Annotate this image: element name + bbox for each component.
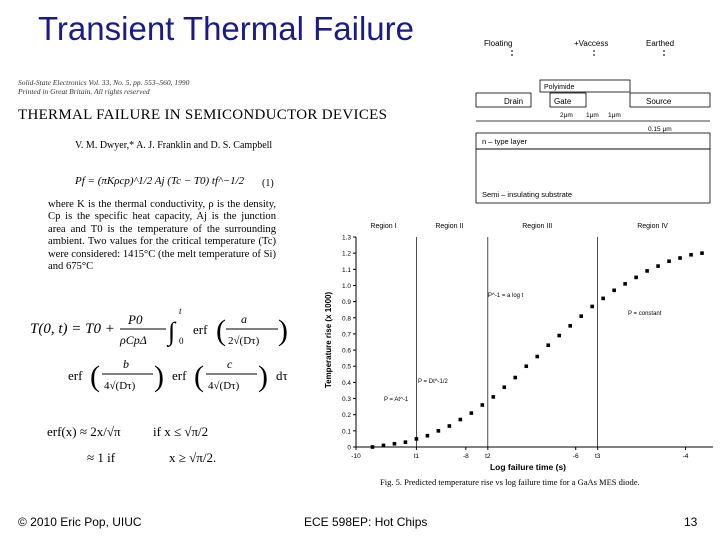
y-tick-label: 0.3 <box>341 396 351 404</box>
x-tick-label: t3 <box>594 453 601 460</box>
eq2-p0: P0 <box>128 312 143 327</box>
bracket-2: ) <box>278 314 288 347</box>
data-point <box>404 440 408 444</box>
citation-line-1: Solid-State Electronics Vol. 33, No. 5, pp. 553–560, 1990 <box>18 78 190 87</box>
chart-regions <box>370 223 668 447</box>
label-polyimide: Polyimide <box>544 84 575 91</box>
dim-2: 1μm <box>586 112 599 119</box>
eq2-erf-1: erf <box>193 322 208 337</box>
y-tick-label: 0.5 <box>341 363 351 371</box>
annotation-region-3: P^-1 = a log t <box>488 293 524 299</box>
integral-sign: ∫ <box>168 317 176 346</box>
label-vaccess: +Vaccess <box>574 39 609 48</box>
x-tick-label: -10 <box>351 453 361 460</box>
erf-approx-2-cond: x ≥ √π/2. <box>169 450 217 465</box>
eq2-denominator: ρCpΔ <box>120 333 147 347</box>
data-point <box>601 297 605 301</box>
eq2-lhs: T(0, t) = T0 + <box>30 321 115 337</box>
data-point <box>645 269 649 273</box>
data-point <box>678 256 682 260</box>
y-axis-label: Temperature rise (x 1000) <box>324 291 333 389</box>
y-tick-label: 1.2 <box>341 250 351 258</box>
y-tick-label: 1.0 <box>341 282 351 290</box>
region-label: Region IV <box>637 223 668 230</box>
y-tick-label: 1.3 <box>341 234 351 242</box>
label-depth: 0.15 μm <box>648 126 672 133</box>
eq2-erf-2: erf <box>68 368 83 383</box>
x-tick-label: -4 <box>682 453 689 460</box>
data-point <box>535 355 539 359</box>
erf-approx-2: ≈ 1 if <box>87 450 116 465</box>
bracket-6: ) <box>258 360 268 393</box>
slide-title: Transient Thermal Failure <box>38 10 414 47</box>
region-label: Region II <box>435 223 464 230</box>
dim-3: 1μm <box>608 112 621 119</box>
bracket-5: ( <box>194 360 204 393</box>
eq2-rad-a: 2√(Dτ) <box>228 335 260 347</box>
label-floating: Floating <box>484 39 513 48</box>
label-drain: Drain <box>504 97 524 106</box>
label-n-layer: n – type layer <box>482 137 528 146</box>
data-point <box>437 429 441 433</box>
annotation-region-2: P = Dt^-1/2 <box>418 379 448 385</box>
data-point <box>470 411 474 415</box>
eq2-lower-limit: 0 <box>179 336 184 346</box>
data-point <box>557 334 561 338</box>
eq2-erf-3: erf <box>172 368 187 383</box>
data-point <box>546 343 550 347</box>
region-label: Region III <box>522 223 553 230</box>
data-point <box>502 385 506 389</box>
footer-copyright: © 2010 Eric Pop, UIUC <box>18 515 142 529</box>
y-tick-label: 1.1 <box>341 266 351 274</box>
label-gate: Gate <box>554 97 572 106</box>
annotation-region-1: P = At^-1 <box>384 397 409 403</box>
y-tick-label: 0.8 <box>341 315 351 323</box>
dim-1: 2μm <box>560 112 573 119</box>
data-point <box>667 259 671 263</box>
data-point <box>393 442 397 446</box>
data-point <box>492 395 496 399</box>
label-earthed: Earthed <box>646 39 675 48</box>
region-label: Region I <box>370 223 397 230</box>
data-point <box>700 251 704 255</box>
data-point <box>612 289 616 293</box>
chart-axes <box>342 235 713 461</box>
data-point <box>371 445 375 449</box>
eq2-b: b <box>123 357 129 371</box>
y-tick-label: 0.4 <box>341 379 351 387</box>
data-point <box>634 276 638 280</box>
temperature-rise-chart <box>318 215 720 495</box>
data-point <box>426 434 430 438</box>
paper-title: THERMAL FAILURE IN SEMICONDUCTOR DEVICES <box>18 107 388 123</box>
y-tick-label: 0.1 <box>341 428 351 436</box>
chart-points <box>371 251 704 448</box>
bracket-4: ) <box>154 360 164 393</box>
eq2-dtau: dτ <box>276 368 288 383</box>
x-tick-label: -6 <box>572 453 579 460</box>
y-tick-label: 0.9 <box>341 299 351 307</box>
x-tick-label: t2 <box>485 453 491 460</box>
y-tick-label: 0.2 <box>341 412 351 420</box>
x-tick-label: t1 <box>413 453 420 460</box>
annotation-region-4: P = constant <box>628 311 662 317</box>
citation-line-2: Printed in Great Britain. All rights reserved <box>18 87 150 96</box>
label-substrate: Semi – insulating substrate <box>482 190 573 199</box>
data-point <box>415 437 419 441</box>
x-axis-label: Log failure time (s) <box>489 462 567 472</box>
erf-approx-1: erf(x) ≈ 2x/√π <box>47 424 121 439</box>
paper-authors: V. M. Dwyer,* A. J. Franklin and D. S. Campbell <box>75 140 273 151</box>
data-point <box>656 264 660 268</box>
bracket-3: ( <box>90 360 100 393</box>
footer-course: ECE 598EP: Hot Chips <box>304 515 428 529</box>
eq2-rad-b: 4√(Dτ) <box>104 380 136 392</box>
y-tick-label: 0.6 <box>341 347 351 355</box>
eq2-rad-c: 4√(Dτ) <box>208 380 240 392</box>
equation-1-number: (1) <box>262 178 274 189</box>
data-point <box>382 444 386 448</box>
equation-1: Pf = (πKρcp)^1/2 Aj (Tc − T0) tf^−1/2 <box>75 175 245 187</box>
device-cross-section <box>470 33 716 205</box>
eq2-c: c <box>227 357 233 371</box>
data-point <box>568 324 572 328</box>
figure-caption: Fig. 5. Predicted temperature rise vs log failure time for a GaAs MES diode. <box>380 477 640 487</box>
y-tick-label: 0.7 <box>341 331 351 339</box>
data-point <box>579 314 583 318</box>
page-number: 13 <box>684 515 698 529</box>
paper-paragraph: where K is the thermal conductivity, ρ is the density, Cp is the specific heat capacity, Aj is the junction area and T0 is the temperature of the surrounding ambient. Two values for the critical temperature (Tc) were considered: 1415°C (the melt temperature of Si) and 675°C <box>48 199 276 273</box>
x-tick-label: -8 <box>462 453 469 460</box>
data-point <box>689 253 693 257</box>
equation-2 <box>28 300 308 395</box>
erf-approx-1-cond: if x ≤ √π/2 <box>153 424 209 439</box>
data-point <box>481 403 485 407</box>
bracket-1: ( <box>216 314 226 347</box>
data-point <box>623 282 627 286</box>
erf-approximation <box>45 420 305 470</box>
data-point <box>448 424 452 428</box>
label-source: Source <box>646 97 672 106</box>
eq2-upper-limit: t <box>179 306 182 316</box>
eq2-a: a <box>241 312 247 326</box>
data-point <box>590 305 594 309</box>
data-point <box>459 418 463 422</box>
paper-citation <box>18 78 189 96</box>
data-point <box>524 364 528 368</box>
data-point <box>513 376 517 380</box>
y-tick-label: 0 <box>347 444 351 452</box>
